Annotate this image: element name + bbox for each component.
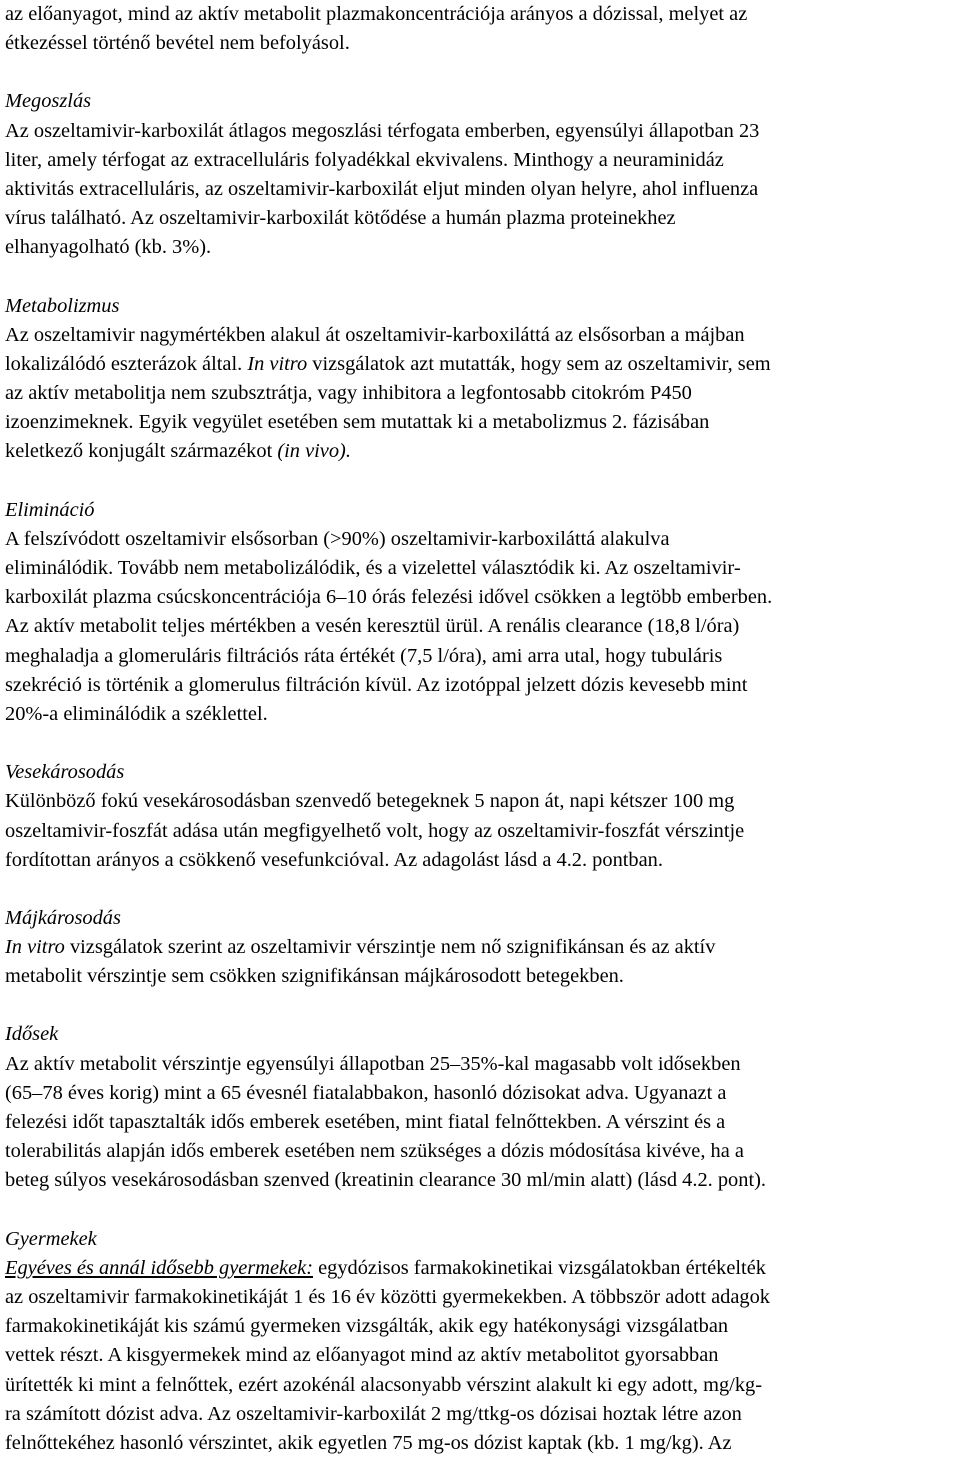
section-megoszlas: [5, 87, 957, 262]
section-majkarosodas: [5, 904, 957, 992]
text-line: ürítették ki mint a felnőttek, ezért azokénál alacsonyabb vérszint alakult ki egy adott, mg/kg-: [5, 1373, 763, 1396]
text-span: egydózisos farmakokinetikai vizsgálatokban értékelték: [313, 1256, 766, 1279]
text-line: az oszeltamivir farmakokinetikáját 1 és 16 év közötti gyermekekben. A többször adott adagok: [5, 1285, 770, 1308]
text-line: [5, 933, 957, 962]
text-line: vírus található. Az oszeltamivir-karboxilát kötődése a humán plazma proteinekhez: [5, 207, 676, 230]
section-heading: Megoszlás: [5, 90, 92, 113]
text-line: [5, 437, 957, 466]
italic-term: In vitro: [5, 936, 65, 959]
text-span: vizsgálatok szerint az oszeltamivir vérszintje nem nő szignifikánsan és az aktív: [64, 936, 716, 959]
section-gyermekek: [5, 1225, 957, 1458]
subheading: Egyéves és annál idősebb gyermekek:: [5, 1256, 313, 1279]
text-line: fordítottan arányos a csökkenő vesefunkcióval. Az adagolást lásd a 4.2. pontban.: [5, 848, 663, 871]
text-line: eliminálódik. Tovább nem metabolizálódik, és a vizelettel választódik ki. Az oszeltamivir-: [5, 557, 741, 579]
text-line: Az aktív metabolit vérszintje egyensúlyi állapotban 25–35%-kal magasabb volt idősekben: [5, 1052, 741, 1075]
text-line: meghaladja a glomeruláris filtrációs ráta értékét (7,5 l/óra), ami arra utal, hogy tubuláris: [5, 644, 723, 667]
text-line: elhanyagolható (kb. 3%).: [5, 236, 212, 259]
italic-term: (in vivo).: [277, 440, 351, 463]
text-line: beteg súlyos vesekárosodásban szenved (kreatinin clearance 30 ml/min alatt) (lásd 4.2. pont).: [5, 1169, 767, 1192]
text-line: farmakokinetikáját kis számú gyermeken vizsgálták, akik egy hatékonysági vizsgálatban: [5, 1315, 729, 1338]
section-heading: Májkárosodás: [5, 906, 121, 929]
text-line: felezési időt tapasztalták idős emberek esetében, mint fiatal felnőttekben. A vérszint és a: [5, 1111, 726, 1133]
section-metabolizmus: [5, 292, 957, 467]
section-heading: Metabolizmus: [5, 294, 120, 317]
text-line: 20%-a eliminálódik a széklettel.: [5, 702, 268, 725]
text-line: felnőttekéhez hasonló vérszintet, akik egyetlen 75 mg-os dózist kaptak (kb. 1 mg/kg). Az: [5, 1431, 732, 1454]
text-line: Az oszeltamivir nagymértékben alakul át oszeltamivir-karboxiláttá az elsősorban a májban: [5, 323, 745, 346]
text-line: ra számított dózist adva. Az oszeltamivir-karboxilát 2 mg/ttkg-os dózisai hoztak létre azon: [5, 1402, 742, 1425]
text-line: szekréció is történik a glomerulus filtráción kívül. Az izotóppal jelzett dózis kevesebb mint: [5, 673, 748, 696]
intro-paragraph: [5, 0, 957, 58]
text-line: Az oszeltamivir-karboxilát átlagos megoszlási térfogata emberben, egyensúlyi állapotban 23: [5, 119, 760, 142]
section-vesekarosodas: [5, 758, 957, 875]
text-line: [5, 350, 957, 379]
section-heading: Vesekárosodás: [5, 761, 125, 784]
text-line: Az aktív metabolit teljes mértékben a vesén keresztül ürül. A renális clearance (18,8 l/óra): [5, 615, 740, 638]
text-line: az aktív metabolitja nem szubsztrátja, vagy inhibitora a legfontosabb citokróm P450: [5, 382, 692, 405]
text-line: tolerabilitás alapján idős emberek esetében nem szükséges a dózis módosítása kivéve, ha a: [5, 1140, 744, 1163]
text-span: lokalizálódó eszterázok által.: [5, 352, 248, 375]
text-line: aktivitás extracelluláris, az oszeltamivir-karboxilát eljut minden olyan helyre, ahol influenza: [5, 177, 759, 200]
text-line: [5, 1254, 957, 1283]
text-line: metabolit vérszintje sem csökken szignifikánsan májkárosodott betegekben.: [5, 965, 624, 988]
section-heading: Idősek: [5, 1023, 59, 1046]
text-line: A felszívódott oszeltamivir elsősorban (>90%) oszeltamivir-karboxiláttá alakulva: [5, 527, 670, 550]
text-line: vettek részt. A kisgyermekek mind az előanyagot mind az aktív metabolitot gyorsabban: [5, 1344, 719, 1367]
text-line: oszeltamivir-foszfát adása után megfigyelhető volt, hogy az oszeltamivir-foszfát vérszintje: [5, 819, 745, 842]
text-line: az előanyagot, mind az aktív metabolit plazmakoncentrációja arányos a dózissal, melyet az: [5, 3, 748, 25]
section-heading: Gyermekek: [5, 1227, 97, 1250]
section-eliminacio: [5, 496, 957, 730]
text-span: vizsgálatok azt mutatták, hogy sem az oszeltamivir, sem: [307, 352, 771, 375]
section-heading: Elimináció: [5, 498, 95, 521]
text-line: (65–78 éves korig) mint a 65 évesnél fiatalabbakon, hasonló dózisokat adva. Ugyanazt a: [5, 1081, 727, 1104]
section-idosek: [5, 1020, 957, 1195]
text-line: étkezéssel történő bevétel nem befolyásol.: [5, 32, 350, 55]
text-line: Különböző fokú vesekárosodásban szenvedő betegeknek 5 napon át, napi kétszer 100 mg: [5, 790, 735, 813]
text-line: karboxilát plazma csúcskoncentrációja 6–10 órás felezési idővel csökken a legtöbb emberben.: [5, 586, 773, 609]
text-line: izoenzimeknek. Egyik vegyület esetében sem mutattak ki a metabolizmus 2. fázisában: [5, 411, 710, 434]
italic-term: In vitro: [247, 352, 308, 375]
text-line: liter, amely térfogat az extracelluláris folyadékkal ekvivalens. Minthogy a neuraminidáz: [5, 148, 724, 171]
text-span: keletkező konjugált származékot: [5, 440, 278, 463]
document-page: [5, 0, 957, 1458]
